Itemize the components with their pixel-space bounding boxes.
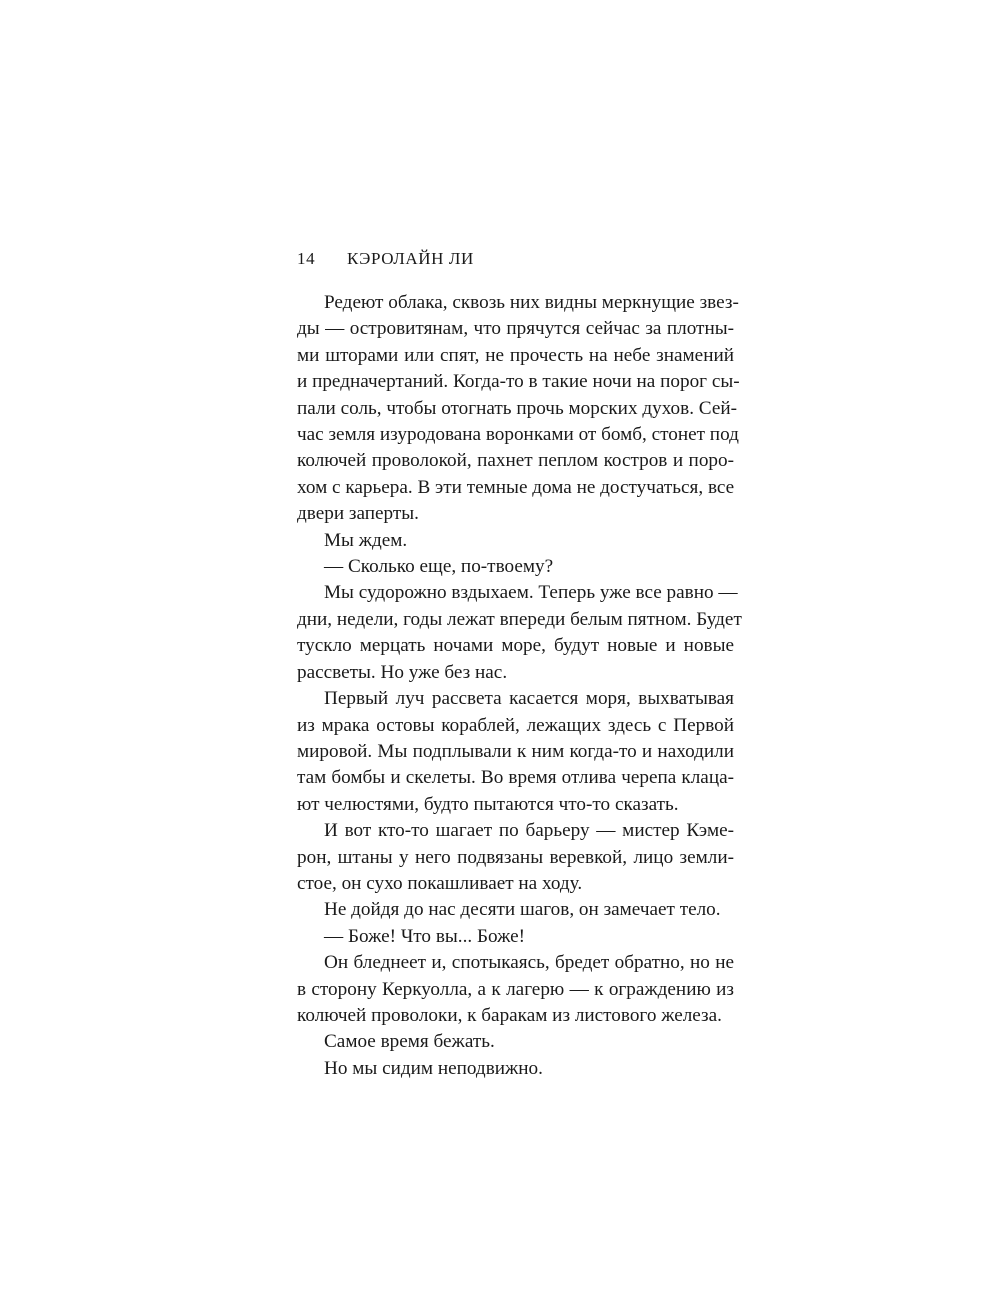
text-line: Первый луч рассвета касается моря, выхватывая (324, 688, 734, 710)
paragraph (297, 897, 734, 923)
text-line: Не дойдя до нас десяти шагов, он замечает тело. (324, 899, 721, 921)
text-line: там бомбы и скелеты. Во время отлива черепа клаца- (297, 767, 734, 789)
text-line: И вот кто-то шагает по барьеру — мистер Кэме- (324, 820, 734, 842)
paragraph (297, 290, 740, 528)
text-line: и предначертаний. Когда-то в такие ночи на порог сы- (297, 371, 740, 393)
text-line: Редеют облака, сквозь них видны меркнущие звез- (324, 292, 739, 313)
text-line: тускло мерцать ночами море, будут новые и новые (297, 635, 734, 657)
text-line: Он бледнеет и, спотыкаясь, бредет обратно, но не (324, 952, 734, 974)
paragraph (297, 580, 742, 686)
text-line: колючей проволокой, пахнет пеплом костров и поро- (297, 450, 734, 472)
paragraph (297, 1056, 734, 1082)
paragraph (297, 1029, 734, 1055)
text-line: стое, он сухо покашливает на ходу. (297, 872, 583, 894)
text-line: Мы ждем. (324, 529, 408, 551)
text-line: мировой. Мы подплывали к ним когда-то и находили (297, 740, 734, 762)
text-line: пали соль, чтобы отогнать прочь морских духов. Сей- (297, 397, 738, 419)
author-name: КЭРОЛАЙН ЛИ (347, 249, 474, 268)
text-line: хом с карьера. В эти темные дома не достучаться, все (297, 476, 735, 498)
paragraph (297, 528, 734, 554)
paragraph (297, 924, 734, 950)
text-line: колючей проволоки, к баракам из листового железа. (297, 1004, 722, 1026)
text-line: ми шторами или спят, не прочесть на небе знамений (297, 344, 734, 366)
text-line: из мрака остовы кораблей, лежащих здесь с Первой (297, 714, 734, 736)
text-line: дни, недели, годы лежат впереди белым пятном. Будет (297, 608, 742, 630)
body-text (297, 290, 742, 1082)
page-number: 14 (297, 249, 316, 268)
text-line: рон, штаны у него подвязаны веревкой, лицо земли- (297, 846, 734, 868)
text-line: Самое время бежать. (324, 1031, 495, 1053)
text-line: в сторону Керкуолла, а к лагерю — к ограждению из (297, 978, 734, 1000)
text-line: рассветы. Но уже без нас. (297, 661, 508, 683)
text-line: ют челюстями, будто пытаются что-то сказать. (297, 793, 679, 815)
text-line: — Боже! Что вы... Боже! (324, 925, 525, 947)
paragraph (297, 554, 734, 580)
text-line: час земля изуродована воронками от бомб, стонет под (297, 424, 739, 446)
text-line: Мы судорожно вздыхаем. Теперь уже все равно — (324, 582, 738, 604)
text-line: ды — островитянам, что прячутся сейчас за плотны- (297, 318, 734, 340)
text-line: Но мы сидим неподвижно. (324, 1057, 543, 1079)
paragraph (297, 950, 734, 1029)
running-head (297, 248, 474, 270)
text-line: двери заперты. (297, 503, 419, 525)
paragraph (297, 818, 734, 897)
paragraph (297, 686, 734, 818)
text-line: — Сколько еще, по-твоему? (324, 556, 554, 578)
